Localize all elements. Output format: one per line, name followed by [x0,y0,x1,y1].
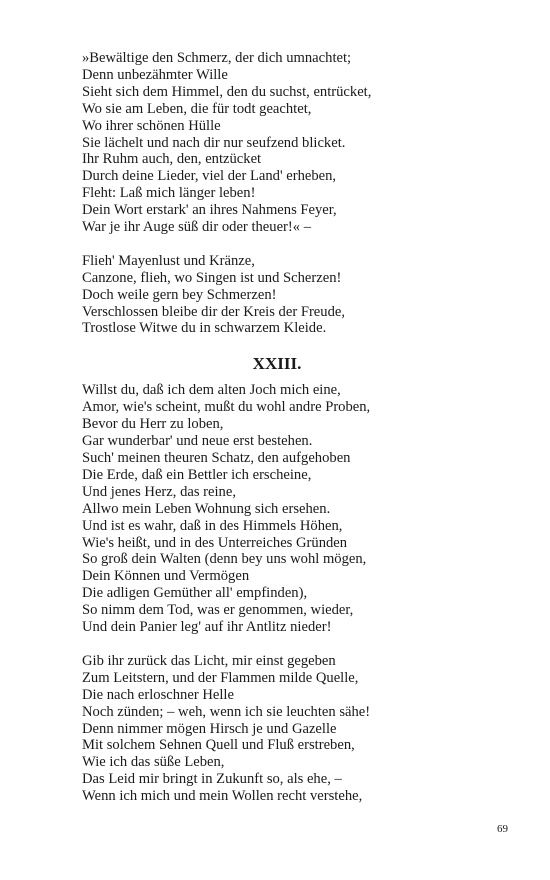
verse-line: »Bewältige den Schmerz, der dich umnachtet; [82,50,352,66]
verse-line: Verschlossen bleibe dir der Kreis der Freude, [82,303,346,320]
verse-line: Sieht sich dem Himmel, den du suchst, entrücket, [82,83,372,100]
stanza-4 [82,653,512,805]
verse-line: Dein Können und Vermögen [82,568,250,585]
verse-line: Flieh' Mayenlust und Kränze, [82,252,255,269]
verse-line: Noch zünden; – weh, wenn ich sie leuchten sähe! [82,703,371,720]
verse-line: So nimm dem Tod, was er genommen, wieder, [82,602,354,619]
verse-line: Sie lächelt und nach dir nur seufzend blicket. [82,134,346,151]
verse-line: Durch deine Lieder, viel der Land' erheben, [82,168,337,185]
verse-line: Und jenes Herz, das reine, [82,483,236,500]
poem-text [82,50,512,805]
verse-line: Mit solchem Sehnen Quell und Fluß erstreben, [82,737,355,754]
verse-line: Wo ihrer schönen Hülle [82,117,221,134]
verse-line: So groß dein Walten (denn bey uns wohl mögen, [82,551,367,568]
verse-line: Das Leid mir bringt in Zukunft so, als ehe, – [82,771,342,788]
verse-line: Denn nimmer mögen Hirsch je und Gazelle [82,720,337,737]
section-heading: XXIII. [252,354,302,374]
verse-line: Die nach erloschner Helle [82,686,234,703]
verse-line: Doch weile gern bey Schmerzen! [82,286,277,303]
verse-line: Trostlose Witwe du in schwarzem Kleide. [82,320,327,337]
verse-line: Zum Leitstern, und der Flammen milde Quelle, [82,669,359,686]
verse-line: Such' meinen theuren Schatz, den aufgehoben [82,450,351,467]
verse-line: Wo sie am Leben, die für todt geachtet, [82,100,312,117]
verse-line: Bevor du Herr zu loben, [82,416,224,433]
verse-line: Amor, wie's scheint, mußt du wohl andre Proben, [82,399,371,416]
verse-line: Und dein Panier leg' auf ihr Antlitz nieder! [82,619,332,636]
stanza-3 [82,382,512,636]
verse-line: Die adligen Gemüther all' empfinden), [82,585,308,602]
verse-line: War je ihr Auge süß dir oder theuer!« – [82,219,312,236]
verse-line: Wenn ich mich und mein Wollen recht verstehe, [82,788,363,805]
verse-line: Die Erde, daß ein Bettler ich erscheine, [82,466,312,483]
verse-line: Denn unbezähmter Wille [82,66,228,83]
verse-line: Wie's heißt, und in des Unterreiches Gründen [82,534,348,551]
verse-line: Willst du, daß ich dem alten Joch mich eine, [82,382,341,399]
verse-line: Fleht: Laß mich länger leben! [82,185,256,202]
verse-line: Gib ihr zurück das Licht, mir einst gegeben [82,652,336,669]
verse-line: Und ist es wahr, daß in des Himmels Höhen, [82,517,343,534]
page-number: 69 [497,823,508,835]
verse-line: Ihr Ruhm auch, den, entzücket [82,151,262,168]
verse-line: Dein Wort erstark' an ihres Nahmens Feyer, [82,202,337,219]
verse-line: Wie ich das süße Leben, [82,754,225,771]
stanza-2 [82,253,512,338]
verse-line: Gar wunderbar' und neue erst bestehen. [82,433,313,450]
verse-line: Allwo mein Leben Wohnung sich ersehen. [82,500,331,517]
verse-line: Canzone, flieh, wo Singen ist und Scherzen! [82,269,342,286]
stanza-1 [82,50,512,236]
